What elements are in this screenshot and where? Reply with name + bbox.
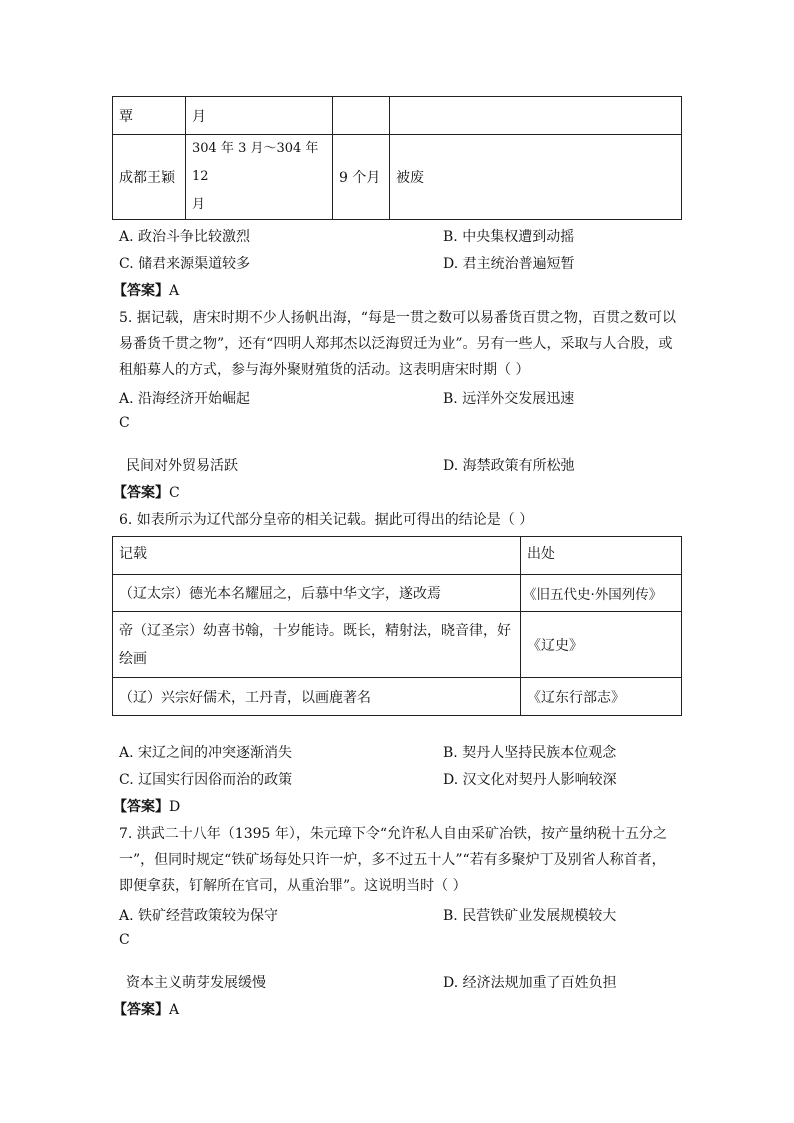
table-cell-outcome [390, 97, 682, 135]
option-c-text: 民间对外贸易活跃 [126, 458, 238, 474]
option-a: A. 沿海经济开始崛起 [119, 391, 251, 407]
question-stem-line: 5. 据记载，唐宋时期不少人扬帆出海，“每是一贯之数可以易番货百贯之物，百贯之数可以 [119, 310, 676, 326]
answer-value: A [169, 1002, 180, 1018]
question-stem-line: 6. 如表所示为辽代部分皇帝的相关记载。据此可得出的结论是（ ） [119, 512, 534, 528]
table-row [113, 97, 682, 135]
table-row [113, 612, 682, 678]
answer-value: D [169, 799, 181, 815]
table-cell-record: （辽）兴宗好儒术，工丹青，以画鹿著名 [113, 678, 521, 716]
option-b: B. 契丹人坚持民族本位观念 [443, 745, 617, 761]
period-line: 304 年 3 月～304 年 12 [192, 141, 319, 184]
table-cell-name: 覃 [113, 97, 186, 135]
option-b: B. 中央集权遭到动摇 [443, 229, 575, 245]
table-cell-source: 《辽东行部志》 [521, 678, 682, 716]
question-stem-line: 易番货千贯之物”，还有“四明人郑邦杰以泛海贸迁为业”。另有一些人，采取与人合股，或 [119, 336, 673, 352]
table-row [113, 135, 682, 220]
table-cell-record [113, 612, 521, 678]
table-cell-duration [333, 97, 390, 135]
option-d: D. 君主统治普遍短暂 [443, 256, 575, 272]
table-header-row [113, 537, 682, 575]
table-header-record: 记载 [113, 537, 521, 575]
question-stem-line: 租船募人的方式，参与海外聚财殖货的活动。这表明唐宋时期（ ） [119, 362, 530, 378]
table-cell-period [186, 135, 333, 220]
table-cell-period: 月 [186, 97, 333, 135]
option-c: C. 辽国实行因俗而治的政策 [119, 772, 293, 788]
table-cell-source: 《辽史》 [521, 612, 682, 678]
option-c-letter: C [119, 932, 130, 948]
option-d: D. 汉文化对契丹人影响较深 [443, 772, 617, 788]
record-line: 绘画 [119, 650, 147, 667]
answer-line [113, 482, 180, 502]
option-b: B. 远洋外交发展迅速 [443, 391, 575, 407]
answer-line [113, 280, 179, 300]
option-a: A. 宋辽之间的冲突逐渐消失 [119, 745, 293, 761]
answer-line [113, 796, 180, 816]
table-cell-duration: 9 个月 [333, 135, 390, 220]
answer-value: A [169, 283, 180, 299]
option-c: C. 储君来源渠道较多 [119, 256, 251, 272]
answer-tag: 【答案】 [113, 485, 169, 501]
option-d: D. 经济法规加重了百姓负担 [443, 975, 617, 991]
answer-line [113, 999, 179, 1019]
question-stem-line: 一”，但同时规定“铁矿场每处只许一炉，多不过五十人”“若有多聚炉丁及别省人称首者， [119, 852, 666, 868]
answer-tag: 【答案】 [113, 1002, 169, 1018]
question-stem-line: 7. 洪武二十八年（1395 年），朱元璋下令“允许私人自由采矿冶铁，按产量纳税十五分之 [119, 826, 668, 842]
option-b: B. 民营铁矿业发展规模较大 [443, 908, 617, 924]
answer-tag: 【答案】 [113, 799, 169, 815]
answer-tag: 【答案】 [113, 283, 169, 299]
table-cell-source: 《旧五代史·外国列传》 [521, 575, 682, 612]
answer-value: C [169, 485, 180, 501]
record-line: 帝（辽圣宗）幼喜书翰，十岁能诗。既长，精射法，晓音律，好 [119, 622, 511, 639]
option-d: D. 海禁政策有所松弛 [443, 458, 575, 474]
period-line: 月 [192, 197, 206, 212]
table-cell-record: （辽太宗）德光本名耀屈之，后慕中华文字，遂改焉 [113, 575, 521, 612]
table-records [112, 536, 682, 716]
option-a: A. 铁矿经营政策较为保守 [119, 908, 279, 924]
option-c-text: 资本主义萌芽发展缓慢 [126, 975, 266, 991]
table-cell-outcome: 被废 [390, 135, 682, 220]
table-reign [112, 96, 682, 220]
table-header-source: 出处 [521, 537, 682, 575]
option-c-letter: C [119, 415, 130, 431]
table-cell-name: 成都王颖 [113, 135, 186, 220]
option-a: A. 政治斗争比较激烈 [119, 229, 251, 245]
question-stem-line: 即便拿获，钉解所在官司，从重治罪”。这说明当时（ ） [119, 878, 467, 894]
table-row [113, 575, 682, 612]
table-row [113, 678, 682, 716]
